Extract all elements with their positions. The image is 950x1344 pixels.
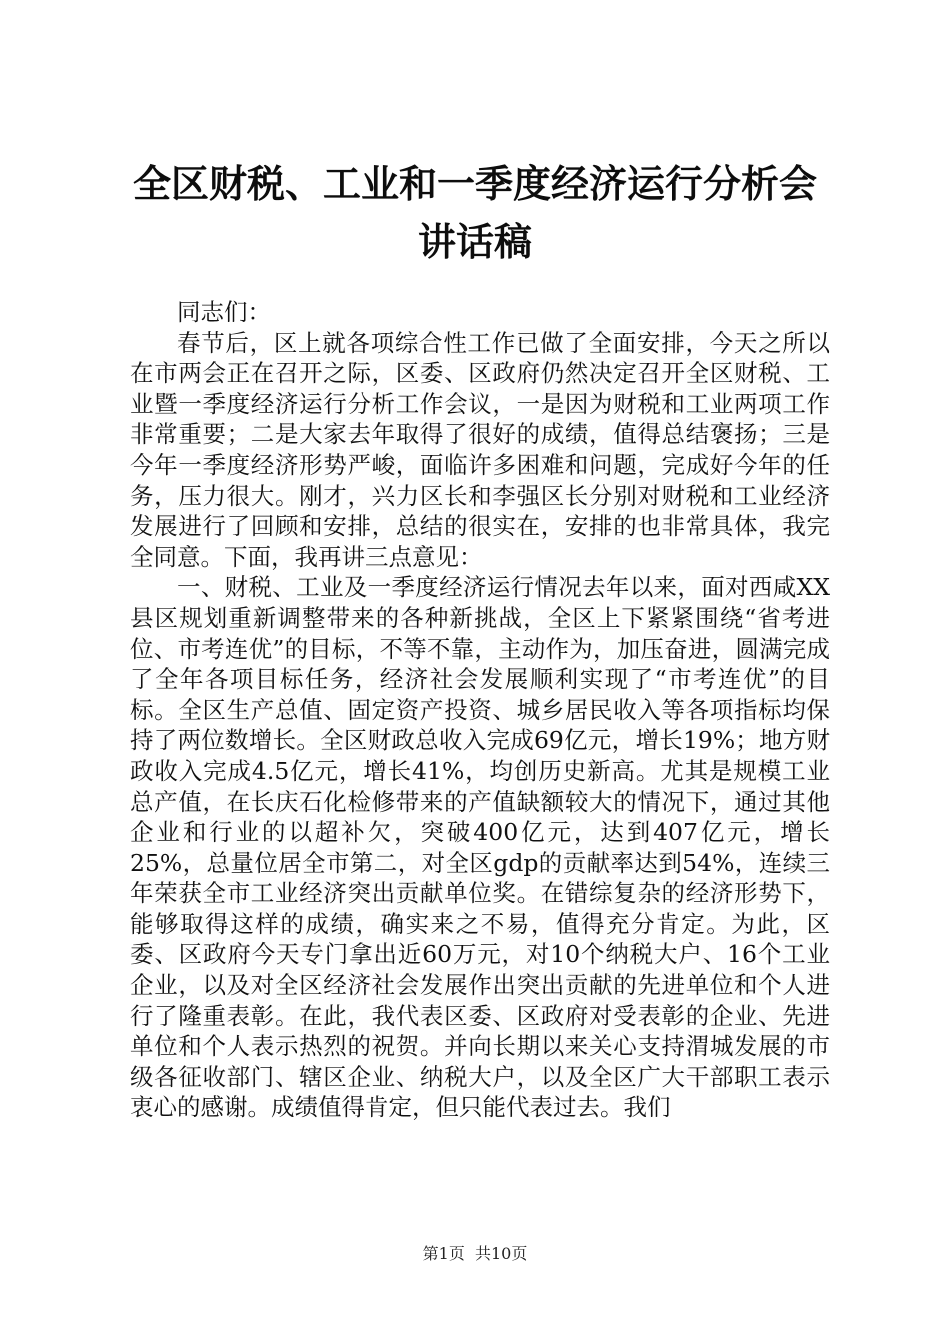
page-footer bbox=[0, 1244, 950, 1264]
page-number: 第1页 共10页 bbox=[422, 1244, 528, 1263]
paragraph-1: 春节后，区上就各项综合性工作已做了全面安排，今天之所以在市两会正在召开之际，区委、区政府仍然决定召开全区财税、工业暨一季度经济运行分析工作会议，一是因为财税和工业两项工作非常重要；二是大家去年取得了很好的成绩，值得总结褒扬；三是今年一季度经济形势严峻，面临许多困难和问题，完成好今年的任务，压力很大。刚才，兴力区长和李强区长分别对财税和工业经济发展进行了回顾和安排，总结的很实在，安排的也非常具体，我完全同意。下面，我再讲三点意见： bbox=[130, 328, 830, 571]
paragraph-2: 一、财税、工业及一季度经济运行情况去年以来，面对西咸XX县区规划重新调整带来的各种新挑战，全区上下紧紧围绕“省考进位、市考连优”的目标，不等不靠，主动作为，加压奋进，圆满完成了全年各项目标任务，经济社会发展顺利实现了“市考连优”的目标。全区生产总值、固定资产投资、城乡居民收入等各项指标均保持了两位数增长。全区财政总收入完成69亿元，增长19%；地方财政收入完成4.5亿元，增长41%，均创历史新高。尤其是规模工业总产值，在长庆石化检修带来的产值缺额较大的情况下，通过其他企业和行业的以超补欠，突破400亿元，达到407亿元，增长25%，总量位居全市第二，对全区gdp的贡献率达到54%，连续三年荣获全市工业经济突出贡献单位奖。在错综复杂的经济形势下，能够取得这样的成绩，确实来之不易，值得充分肯定。为此，区委、区政府今天专门拿出近60万元，对10个纳税大户、16个工业企业，以及对全区经济社会发展作出突出贡献的先进单位和个人进行了隆重表彰。在此，我代表区委、区政府对受表彰的企业、先进单位和个人表示热烈的祝贺。并向长期以来关心支持渭城发展的市级各征收部门、辖区企业、纳税大户，以及全区广大干部职工表示衷心的感谢。成绩值得肯定，但只能代表过去。我们 bbox=[130, 573, 830, 1122]
salutation: 同志们： bbox=[177, 298, 271, 326]
document-title: 全区财税、工业和一季度经济运行分析会讲话稿 bbox=[132, 162, 817, 264]
document-body bbox=[130, 297, 830, 1123]
